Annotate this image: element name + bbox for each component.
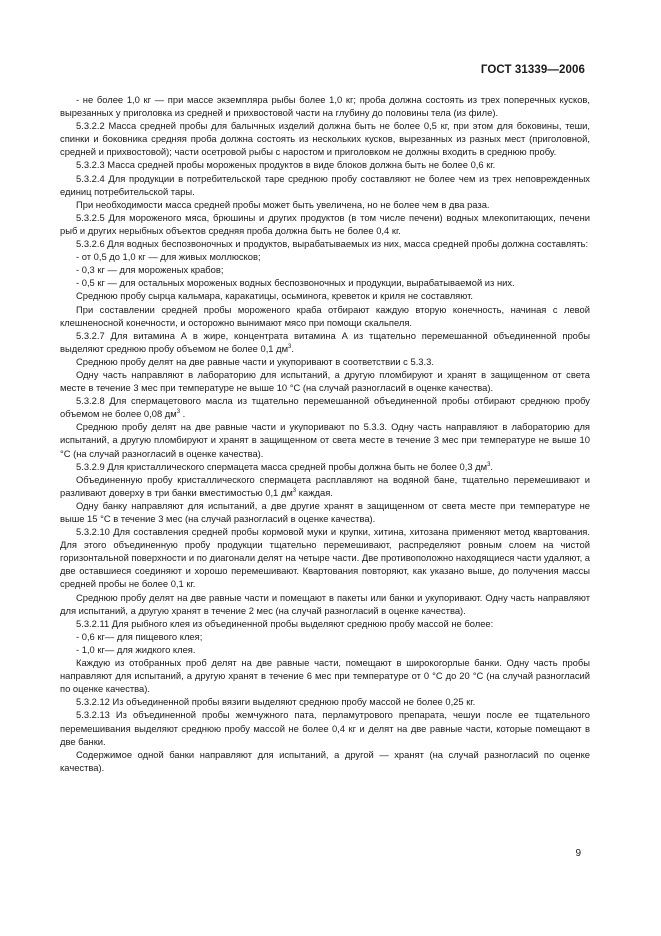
- paragraph-text: 5.3.2.13 Из объединенной пробы жемчужного пата, перламутрового препарата, чешуи после ее тщательного перемешивания выделяют среднюю пробу массой не более 0,4 кг и делят на две равные части, которые помещают в две банки.: [60, 709, 590, 747]
- paragraph-text: 5.3.2.10 Для составления средней пробы кормовой муки и крупки, хитина, хитозана применяют метод квартования. Для этого объединенную пробу продукции тщательно перемешивают, распределяют ровным слоем на чистой горизонтальной поверхности и по диагонали делят на четыре части. Две противоположно находящиеся части удаляют, а две оставшиеся соединяют и хорошо перемешивают. Квартования повторяют, как указано выше, до получения массы средней пробы не более 0,1 кг.: [60, 526, 590, 590]
- paragraph-text: Одну часть направляют в лабораторию для испытаний, а другую пломбируют и хранят в защищенном от света месте в течение 3 мес при температуре не выше 10 °С (на случай разногласий в оценке качества).: [60, 368, 590, 394]
- paragraph: [60, 263, 590, 276]
- paragraph-text-tail: .: [180, 408, 186, 420]
- paragraph: [60, 355, 590, 368]
- paragraph-text: 5.3.2.11 Для рыбного клея из объединенной пробы выделяют среднюю пробу массой не более:: [76, 617, 494, 629]
- superscript-exponent: 3: [487, 461, 491, 468]
- paragraph-text: Содержимое одной банки направляют для испытаний, а другой — хранят (на случай разногласий по оценке качества).: [60, 748, 590, 773]
- paragraph-text: Объединенную пробу кристаллического спермацета расплавляют на водяной бане, тщательно перемешивают и разливают доверху в три банки вместимостью 0,1 дм: [60, 473, 590, 498]
- paragraph-text: - 0,5 кг — для остальных мороженых водных беспозвоночных и продукции, вырабатываемой из них.: [76, 277, 515, 289]
- paragraph: [60, 303, 590, 329]
- page-number: 9: [575, 848, 581, 859]
- paragraph-text: - 1,0 кг— для жидкого клея.: [76, 643, 196, 655]
- paragraph: [60, 250, 590, 263]
- paragraph: [60, 198, 590, 211]
- paragraph-text: При необходимости масса средней пробы может быть увеличена, но не более чем в два раза.: [76, 198, 490, 210]
- paragraph-text-tail: каждая.: [296, 486, 333, 498]
- paragraph-text: - от 0,5 до 1,0 кг — для живых моллюсков;: [76, 251, 261, 263]
- paragraph-text: 5.3.2.8 Для спермацетового масла из тщательно перемешанной объединенной пробы отбирают среднюю пробу объемом не более 0,08 дм: [60, 395, 590, 420]
- paragraph-text: - 0,3 кг — для мороженых крабов;: [76, 264, 224, 276]
- paragraph: [60, 276, 590, 289]
- paragraph: [60, 643, 590, 656]
- paragraph-text-tail: .: [490, 460, 494, 472]
- paragraph: [60, 394, 590, 420]
- superscript-exponent: 3: [292, 487, 297, 494]
- paragraph: [60, 630, 590, 643]
- paragraph-text: Одну банку направляют для испытаний, а две другие хранят в защищенном от света месте при температуре не выше 15 °С в течение 3 мес (на случай разногласий в оценке качества).: [60, 499, 590, 524]
- paragraph: [60, 695, 590, 708]
- paragraph-text: Среднюю пробу сырца кальмара, каракатицы, осьминога, креветок и криля не составляют.: [76, 290, 473, 302]
- paragraph-text: 5.3.2.6 Для водных беспозвоночных и продуктов, вырабатываемых из них, масса средней пробы должна составлять:: [76, 238, 589, 250]
- paragraph: [60, 617, 590, 630]
- paragraph: [60, 525, 590, 590]
- paragraph-text: - 0,6 кг— для пищевого клея;: [76, 630, 203, 642]
- superscript-exponent: 3: [176, 409, 181, 416]
- paragraph-text: 5.3.2.7 Для витамина А в жире, концентрата витамина А из тщательно перемешанной объединенной пробы выделяют среднюю пробу объемом не более 0,1 дм: [60, 329, 590, 354]
- document-header-title: ГОСТ 31339—2006: [480, 64, 585, 76]
- paragraph: [60, 329, 590, 355]
- paragraph: [60, 656, 590, 695]
- paragraph-text-tail: .: [291, 342, 294, 354]
- paragraph-text: 5.3.2.5 Для мороженого мяса, брюшины и других продуктов (в том числе печени) водных млекопитающих, печени рыб и других нерыбных объектов средняя проба должна быть не более 0,4 кг.: [60, 211, 590, 236]
- paragraph: [60, 289, 590, 302]
- paragraph-text: Среднюю пробу делят на две равные части и помещают в пакеты или банки и укупоривают. Одну часть направляют для испытаний, а другую хранят в течение 2 мес (на случай разногласий в оценке качества).: [60, 591, 590, 616]
- paragraph: [60, 473, 590, 499]
- paragraph: [60, 499, 590, 525]
- paragraph: [60, 93, 590, 119]
- paragraph: [60, 460, 590, 473]
- paragraph-text: Среднюю пробу делят на две равные части и укупоривают в соответствии с 5.3.3.: [76, 355, 434, 367]
- paragraph: [60, 420, 590, 459]
- paragraph-text: Среднюю пробу делят на две равные части и укупоривают по 5.3.3. Одну часть направляют в лабораторию для испытаний, а другую пломбируют и хранят в защищенном от света месте в течение 3 мес при температуре не выше 10 °С (на случай разногласий в оценке качества).: [60, 421, 590, 459]
- paragraph-text: - не более 1,0 кг — при массе экземпляра рыбы более 1,0 кг; проба должна состоять из трех поперечных кусков, вырезанных у приголовка из средней и прихвостовой части на глубину до половины тела (из филе).: [60, 94, 590, 119]
- superscript-exponent: 3: [288, 343, 292, 350]
- paragraph-text: 5.3.2.9 Для кристаллического спермацета масса средней пробы должна быть не более 0,3 дм: [76, 460, 488, 472]
- paragraph: [60, 119, 590, 158]
- paragraph: [60, 172, 590, 198]
- paragraph: [60, 368, 590, 394]
- paragraph: [60, 748, 590, 774]
- paragraph-text: 5.3.2.3 Масса средней пробы мороженых продуктов в виде блоков должна быть не более 0,6 кг.: [76, 159, 496, 171]
- paragraph: [60, 591, 590, 617]
- document-body: [60, 93, 590, 774]
- paragraph: [60, 237, 590, 250]
- paragraph-text: 5.3.2.2 Масса средней пробы для балычных изделий должна быть не более 0,5 кг, при этом для боковины, теши, спинки и боковника средняя проба должна состоять из нескольких кусков, вырезанных из разных мест (приголовной, средней и прихвостовой); части осетровой рыбы с наростом и приголовком не должны входить в среднюю пробу.: [60, 120, 590, 158]
- paragraph-text: При составлении средней пробы мороженого краба отбирают каждую вторую конечность, начиная с левой клешненосной конечности, и осторожно вынимают мясо при помощи скальпеля.: [60, 303, 590, 328]
- paragraph-text: Каждую из отобранных проб делят на две равные части, помещают в широкогорлые банки. Одну часть пробы направляют для испытаний, а другую хранят в течение 6 мес при температуре от 0 °С до 20 °С (на случай разногласий по оценке качества).: [60, 657, 590, 695]
- paragraph: [60, 158, 590, 171]
- paragraph: [60, 708, 590, 747]
- paragraph-text: 5.3.2.12 Из объединенной пробы вязиги выделяют среднюю пробу массой не более 0,25 кг.: [76, 696, 476, 708]
- paragraph: [60, 211, 590, 237]
- paragraph-text: 5.3.2.4 Для продукции в потребительской таре среднюю пробу составляют не более чем из трех неповрежденных единиц потребительской тары.: [60, 172, 590, 197]
